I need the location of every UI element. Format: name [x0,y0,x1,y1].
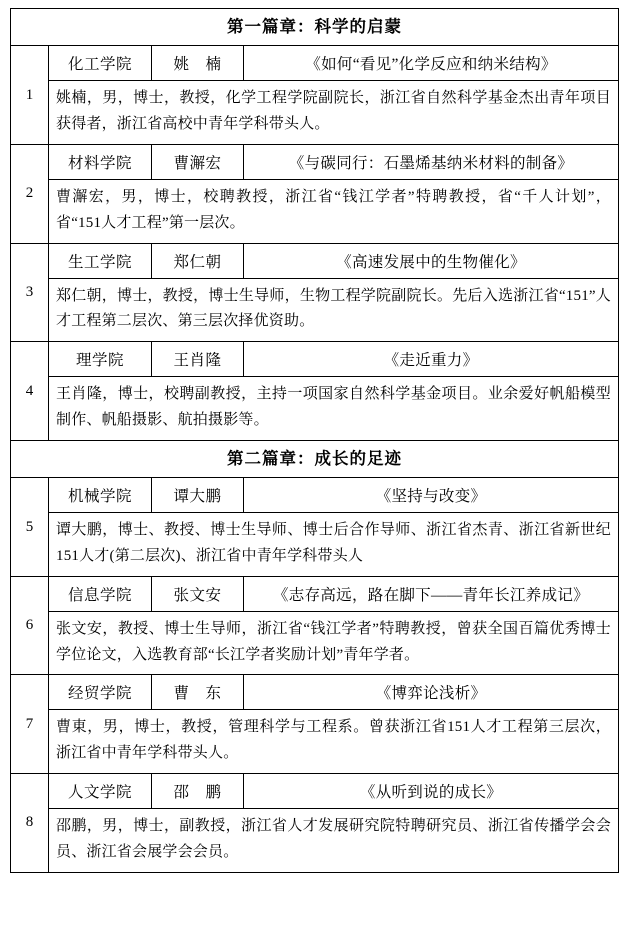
entry-college: 理学院 [49,342,152,377]
table-row [11,46,619,81]
table-row [11,243,619,278]
entry-topic: 《坚持与改变》 [244,478,619,513]
entry-bio: 姚楠，男，博士，教授，化学工程学院副院长，浙江省自然科学基金杰出青年项目获得者，浙江省高校中青年学科带头人。 [49,81,619,145]
entry-bio: 曹澥宏，男，博士，校聘教授，浙江省“钱江学者”特聘教授，省“千人计划”，省“151人才工程”第一层次。 [49,180,619,244]
table-row [11,675,619,710]
section-title: 第一篇章：科学的启蒙 [11,9,619,46]
entry-index: 5 [11,478,49,577]
entry-index: 8 [11,774,49,873]
entry-bio: 曹東，男，博士，教授，管理科学与工程系。曾获浙江省151人才工程第三层次，浙江省中青年学科带头人。 [49,710,619,774]
entry-college: 信息学院 [49,576,152,611]
entry-person: 曹澥宏 [152,145,244,180]
entry-college: 生工学院 [49,243,152,278]
table-row-bio [11,278,619,342]
table-row-bio [11,809,619,873]
entry-index: 2 [11,145,49,244]
section-title-row [11,440,619,477]
entry-topic: 《如何“看见”化学反应和纳米结构》 [244,46,619,81]
table-body [11,9,619,873]
section-title: 第二篇章：成长的足迹 [11,440,619,477]
table-row-bio [11,611,619,675]
entry-person: 张文安 [152,576,244,611]
table-row [11,576,619,611]
table-row-bio [11,81,619,145]
table-row [11,774,619,809]
entry-topic: 《博弈论浅析》 [244,675,619,710]
entry-person: 姚 楠 [152,46,244,81]
section-title-row [11,9,619,46]
entry-index: 1 [11,46,49,145]
entry-person: 郑仁朝 [152,243,244,278]
entry-topic: 《志存高远，路在脚下——青年长江养成记》 [244,576,619,611]
entry-college: 机械学院 [49,478,152,513]
entry-person: 谭大鹏 [152,478,244,513]
table-row [11,478,619,513]
entry-bio: 王肖隆，博士，校聘副教授，主持一项国家自然科学基金项目。业余爱好帆船模型制作、帆船摄影、航拍摄影等。 [49,377,619,441]
entry-college: 材料学院 [49,145,152,180]
entry-person: 邵 鹏 [152,774,244,809]
entry-bio: 张文安，教授、博士生导师，浙江省“钱江学者”特聘教授，曾获全国百篇优秀博士学位论文，入选教育部“长江学者奖励计划”青年学者。 [49,611,619,675]
entry-topic: 《与碳同行：石墨烯基纳米材料的制备》 [244,145,619,180]
entry-person: 曹 东 [152,675,244,710]
table-row [11,145,619,180]
table-row-bio [11,710,619,774]
entry-bio: 郑仁朝，博士，教授，博士生导师，生物工程学院副院长。先后入选浙江省“151”人才工程第二层次、第三层次择优资助。 [49,278,619,342]
entry-college: 化工学院 [49,46,152,81]
speaker-schedule-table [10,8,619,873]
entry-person: 王肖隆 [152,342,244,377]
table-row-bio [11,377,619,441]
entry-college: 人文学院 [49,774,152,809]
entry-college: 经贸学院 [49,675,152,710]
entry-bio: 谭大鹏，博士、教授、博士生导师、博士后合作导师、浙江省杰青、浙江省新世纪151人才(第二层次)、浙江省中青年学科带头人 [49,513,619,577]
table-row-bio [11,513,619,577]
entry-index: 3 [11,243,49,342]
entry-topic: 《走近重力》 [244,342,619,377]
entry-bio: 邵鹏，男，博士，副教授，浙江省人才发展研究院特聘研究员、浙江省传播学会会员、浙江省会展学会会员。 [49,809,619,873]
table-row [11,342,619,377]
entry-index: 6 [11,576,49,675]
table-row-bio [11,180,619,244]
entry-index: 7 [11,675,49,774]
entry-index: 4 [11,342,49,441]
entry-topic: 《高速发展中的生物催化》 [244,243,619,278]
entry-topic: 《从听到说的成长》 [244,774,619,809]
